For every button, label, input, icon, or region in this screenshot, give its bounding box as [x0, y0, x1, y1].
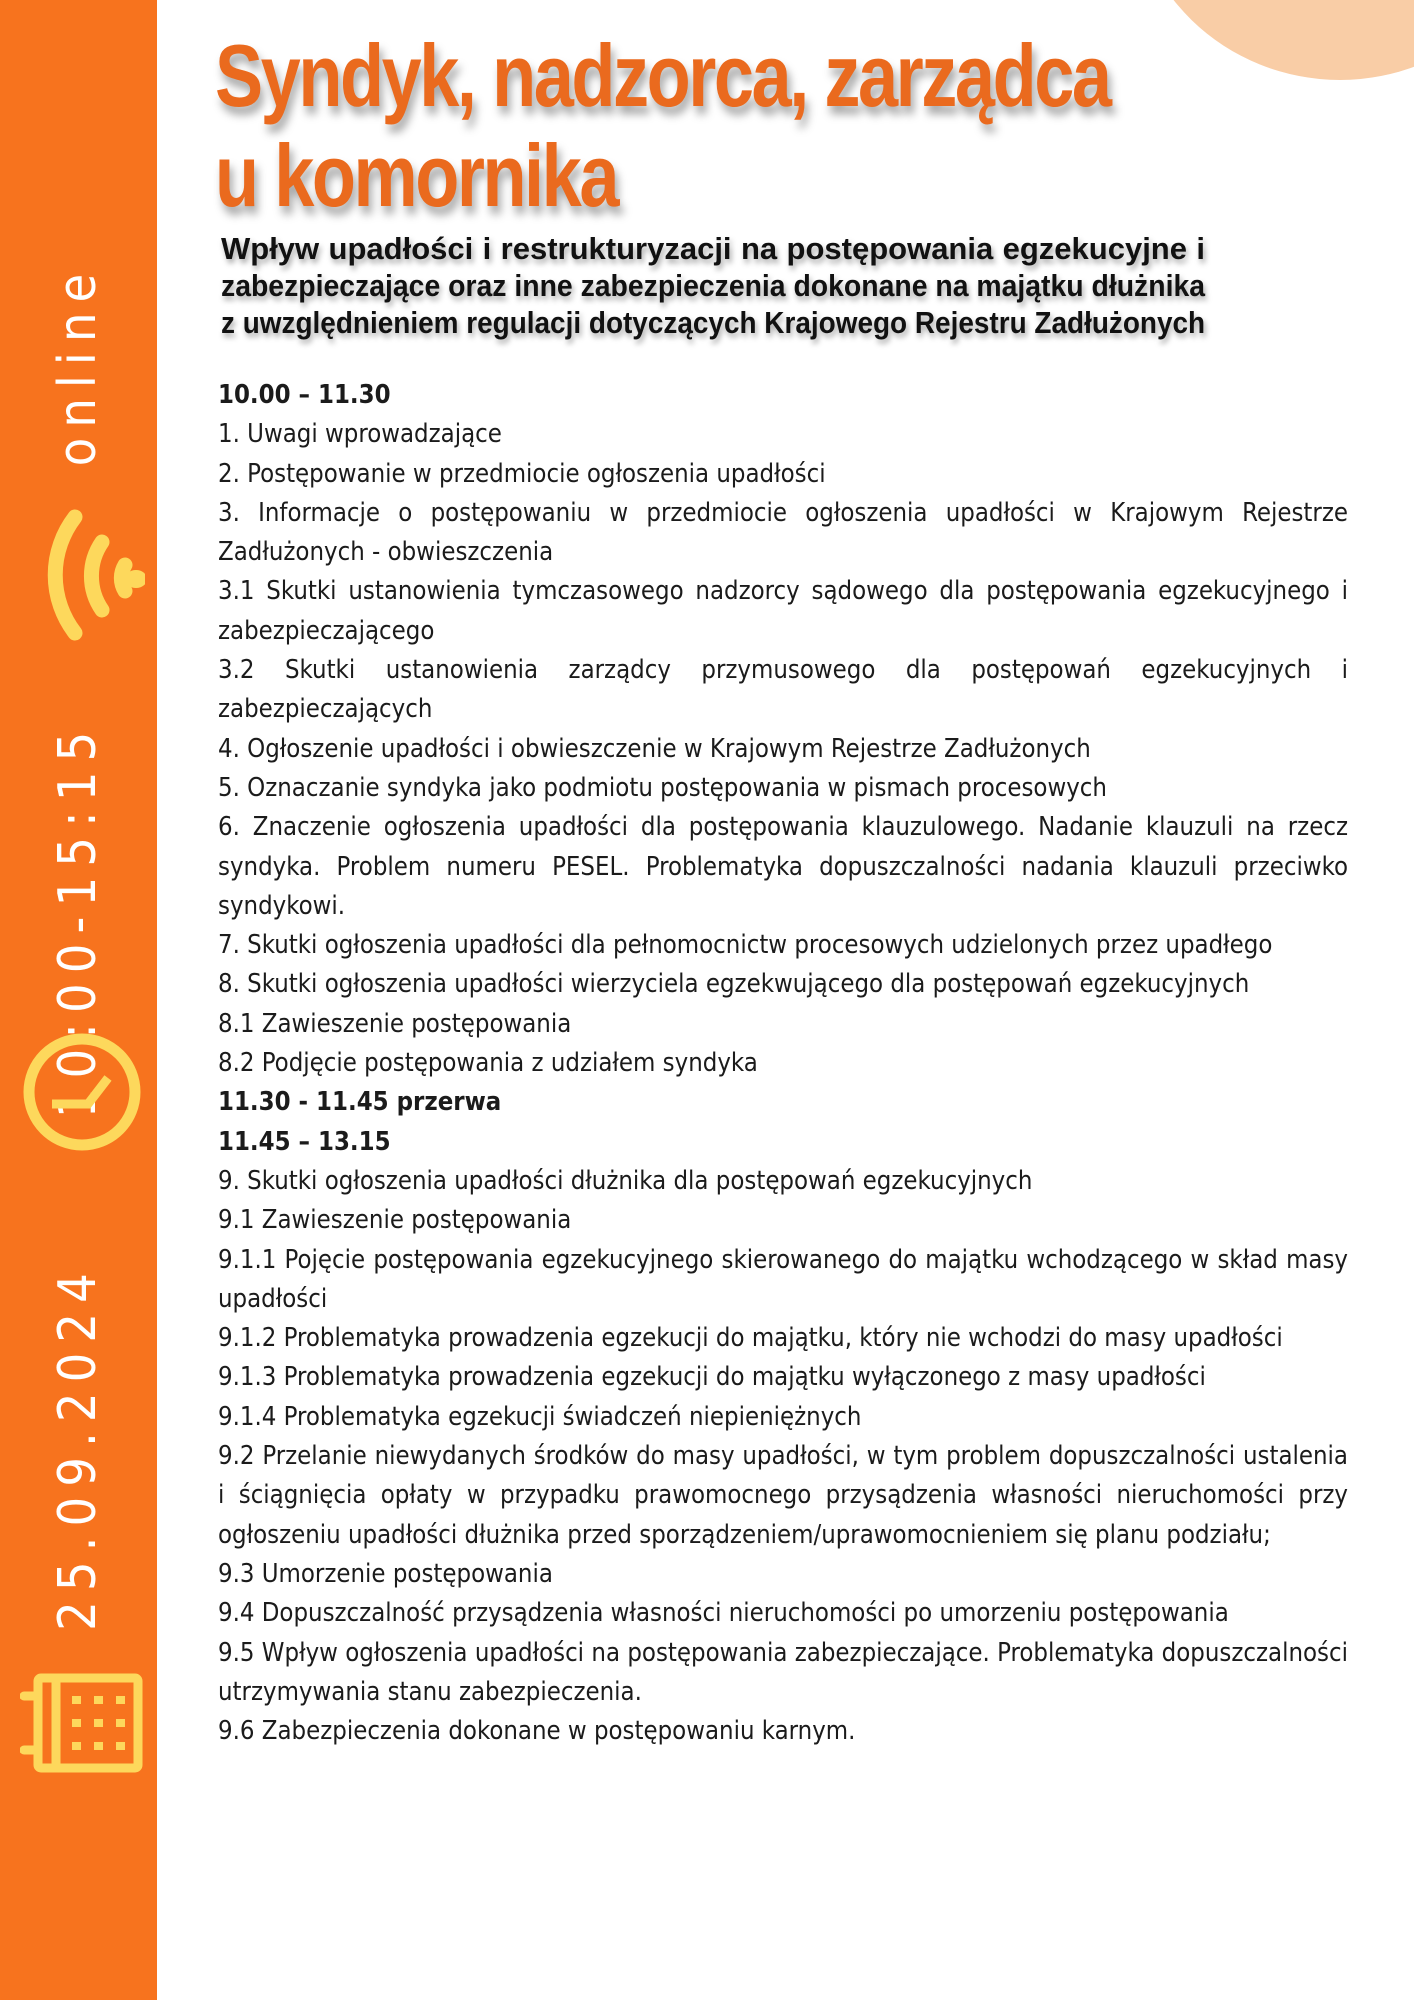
agenda-item: 8. Skutki ogłoszenia upadłości wierzyciela egzekwującego dla postępowań egzekucyjnych	[218, 969, 1250, 1000]
agenda-item: 9.6 Zabezpieczenia dokonane w postępowaniu karnym.	[218, 1716, 856, 1747]
agenda-item: 3.2 Skutki ustanowienia zarządcy przymusowego dla postępowań egzekucyjnych i zabezpieczających	[218, 655, 1348, 725]
sidebar	[0, 0, 157, 2000]
agenda-item: 5. Oznaczanie syndyka jako podmiotu postępowania w pismach procesowych	[218, 772, 1107, 803]
agenda-item: 9.1.3 Problematyka prowadzenia egzekucji do majątku wyłączonego z masy upadłości	[218, 1362, 1206, 1393]
agenda-item: 9.3 Umorzenie postępowania	[218, 1558, 553, 1589]
page-title	[215, 26, 1110, 226]
subtitle-line: Wpływ upadłości i restrukturyzacji na postępowania egzekucyjne i	[221, 231, 1205, 266]
agenda-item: 6. Znaczenie ogłoszenia upadłości dla postępowania klauzulowego. Nadanie klauzuli na rzecz syndyka. Problem numeru PESEL. Problematyka dopuszczalności nadania klauzuli przeciwko syndykowi.	[218, 812, 1348, 921]
agenda-item: 9.1.4 Problematyka egzekucji świadczeń niepieniężnych	[218, 1401, 862, 1432]
time-label: 10:00-15:15	[48, 721, 108, 1119]
agenda-item: 7. Skutki ogłoszenia upadłości dla pełnomocnictw procesowych udzielonych przez upadłego	[218, 930, 1273, 961]
title-line-1: Syndyk, nadzorca, zarządca	[215, 26, 1110, 125]
date-label: 25.09.2024	[48, 1263, 108, 1631]
agenda-item: 2. Postępowanie w przedmiocie ogłoszenia upadłości	[218, 458, 826, 489]
agenda-item: 9.1 Zawieszenie postępowania	[218, 1205, 572, 1236]
agenda-item: 9.4 Dopuszczalność przysądzenia własności nieruchomości po umorzeniu postępowania	[218, 1598, 1229, 1629]
agenda-item: 9.1.1 Pojęcie postępowania egzekucyjnego skierowanego do majątku wchodzącego w skład masy upadłości	[218, 1244, 1348, 1314]
subtitle-line: zabezpieczające oraz inne zabezpieczenia dokonane na majątku dłużnika	[221, 268, 1206, 303]
agenda-item: 3. Informacje o postępowaniu w przedmiocie ogłoszenia upadłości w Krajowym Rejestrze Zadłużonych - obwieszczenia	[218, 497, 1348, 568]
agenda-session-time: 11.45 – 13.15	[218, 1126, 391, 1157]
subtitle-line: z uwzględnieniem regulacji dotyczących Krajowego Rejestru Zadłużonych	[221, 305, 1206, 340]
decorative-circle	[1130, 0, 1414, 80]
agenda-item: 9.1.2 Problematyka prowadzenia egzekucji do majątku, który nie wchodzi do masy upadłości	[218, 1323, 1283, 1354]
agenda-list	[218, 376, 1348, 1751]
agenda-item: 9.5 Wpływ ogłoszenia upadłości na postępowania zabezpieczające. Problematyka dopuszczalności utrzymywania stanu zabezpieczenia.	[218, 1637, 1348, 1707]
calendar-icon	[20, 1670, 145, 1780]
agenda-item: 9.2 Przelanie niewydanych środków do masy upadłości, w tym problem dopuszczalności ustalenia i ściągnięcia opłaty w przypadku prawomocnego przysądzenia własności nieruchomości przy ogłoszeniu upadłości dłużnika przed sporządzeniem/uprawomocnieniem się planu podziału;	[218, 1441, 1348, 1550]
agenda-item: 4. Ogłoszenie upadłości i obwieszczenie w Krajowym Rejestrze Zadłużonych	[218, 733, 1091, 764]
agenda-item: 9. Skutki ogłoszenia upadłości dłużnika dla postępowań egzekucyjnych	[218, 1165, 1033, 1196]
agenda-item: 3.1 Skutki ustanowienia tymczasowego nadzorcy sądowego dla postępowania egzekucyjnego i zabezpieczającego	[218, 576, 1348, 646]
title-line-2: u komornika	[215, 126, 617, 225]
agenda-session-time: 10.00 – 11.30	[218, 380, 391, 410]
page-subtitle	[221, 230, 1205, 341]
clock-icon	[20, 1030, 145, 1155]
wifi-icon	[20, 505, 145, 645]
agenda-session-time: 11.30 - 11.45 przerwa	[218, 1087, 502, 1118]
agenda-item: 1. Uwagi wprowadzające	[218, 419, 502, 450]
agenda-item: 8.2 Podjęcie postępowania z udziałem syndyka	[218, 1048, 758, 1079]
agenda-item: 8.1 Zawieszenie postępowania	[218, 1008, 572, 1039]
mode-label: online	[48, 263, 108, 467]
